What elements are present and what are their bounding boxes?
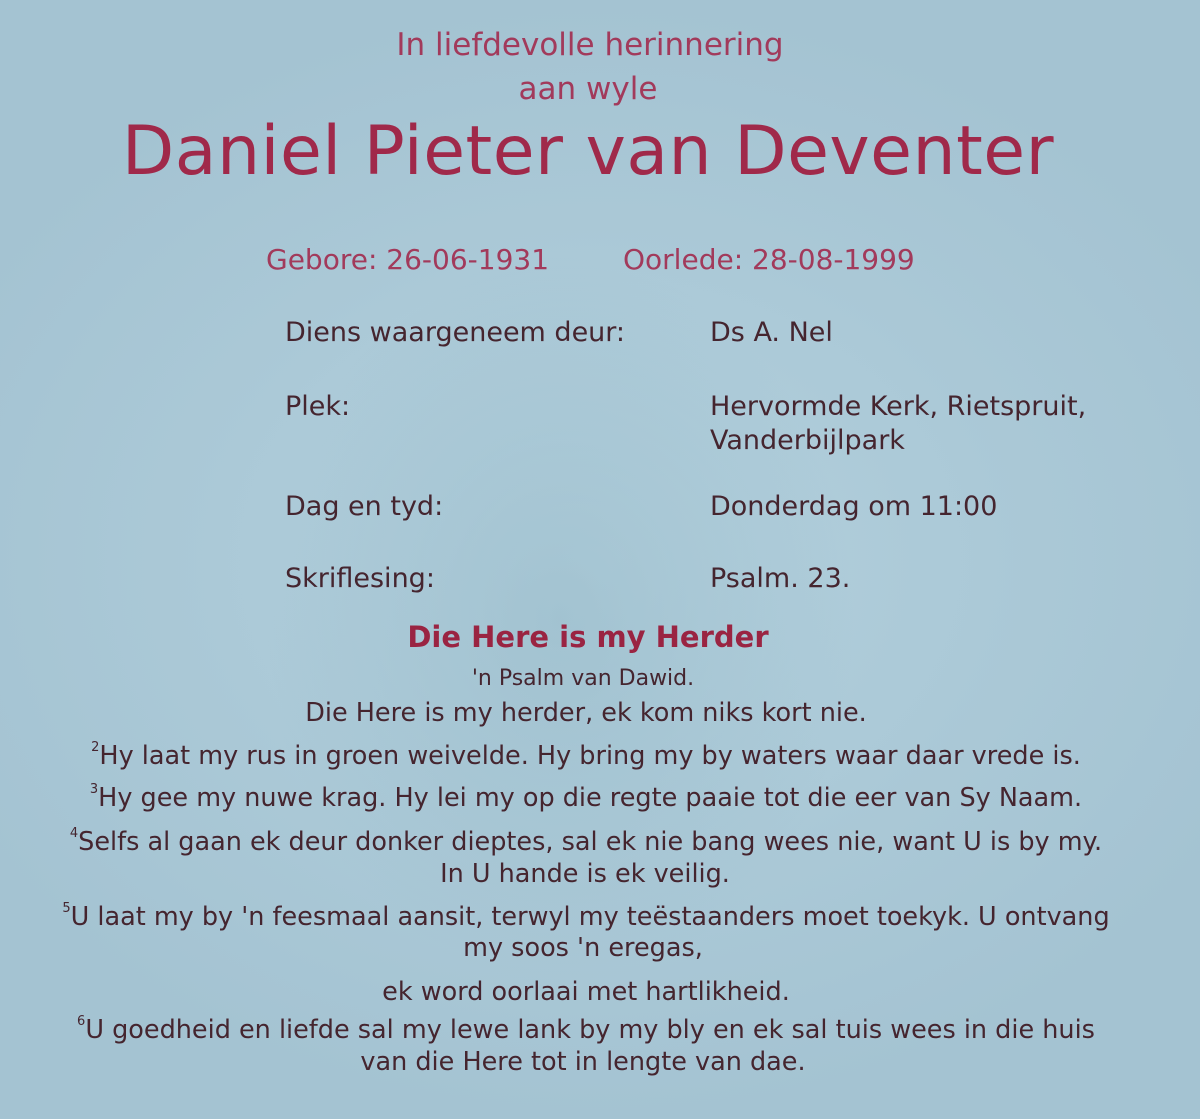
verse-6-line-1 [0, 1014, 1186, 1045]
day-time-label: Dag en tyd: [285, 491, 444, 522]
place-label: Plek: [285, 391, 351, 422]
verse-1: Die Here is my herder, ek kom niks kort nie. [305, 698, 867, 728]
intro-line-1: In liefdevolle herinnering [396, 27, 784, 63]
birth-date: Gebore: 26-06-1931 [266, 243, 550, 276]
death-date: Oorlede: 28-08-1999 [623, 243, 915, 276]
verse-number: 6 [77, 1014, 86, 1029]
officiant-value: Ds A. Nel [710, 317, 833, 348]
verse-6-line-2: van die Here tot in lengte van dae. [360, 1047, 806, 1077]
verse-5-line-3: ek word oorlaai met hartlikheid. [382, 977, 790, 1007]
place-value [710, 390, 1086, 458]
scripture-value: Psalm. 23. [710, 563, 851, 594]
place-value-line-2: Vanderbijlpark [710, 424, 905, 456]
deceased-name: Daniel Pieter van Deventer [121, 112, 1055, 191]
verse-text: Selfs al gaan ek deur donker dieptes, sal ek nie bang wees nie, want U is by my. [78, 827, 1103, 857]
verse-text: Hy laat my rus in groen weivelde. Hy bring my by waters waar daar vrede is. [99, 741, 1081, 771]
scripture-label: Skriflesing: [285, 563, 435, 594]
intro-line-2: aan wyle [518, 71, 658, 107]
verse-5-line-1 [0, 901, 1186, 932]
verse-5-line-2: my soos 'n eregas, [463, 933, 703, 963]
verse-4-line-2: In U hande is ek veilig. [440, 859, 730, 889]
verse-number: 3 [89, 782, 99, 797]
verse-number: 4 [69, 826, 79, 841]
verse-4-line-1 [0, 826, 1186, 857]
officiant-label: Diens waargeneem deur: [285, 317, 626, 348]
verse-2 [0, 740, 1186, 771]
verse-text: U laat my by 'n feesmaal aansit, terwyl my teëstaanders moet toekyk. U ontvang [70, 902, 1110, 932]
verse-text: U goedheid en liefde sal my lewe lank by my bly en ek sal tuis wees in die huis [85, 1015, 1095, 1045]
day-time-value: Donderdag om 11:00 [710, 491, 998, 522]
verse-3 [0, 782, 1186, 813]
psalm-heading: Die Here is my Herder [407, 620, 769, 654]
verse-number: 2 [91, 740, 100, 755]
psalm-subheading: 'n Psalm van Dawid. [471, 666, 695, 691]
verse-text: Hy gee my nuwe krag. Hy lei my op die regte paaie tot die eer van Sy Naam. [98, 783, 1083, 813]
place-value-line-1: Hervormde Kerk, Rietspruit, [710, 391, 1087, 422]
verse-number: 5 [62, 901, 71, 916]
